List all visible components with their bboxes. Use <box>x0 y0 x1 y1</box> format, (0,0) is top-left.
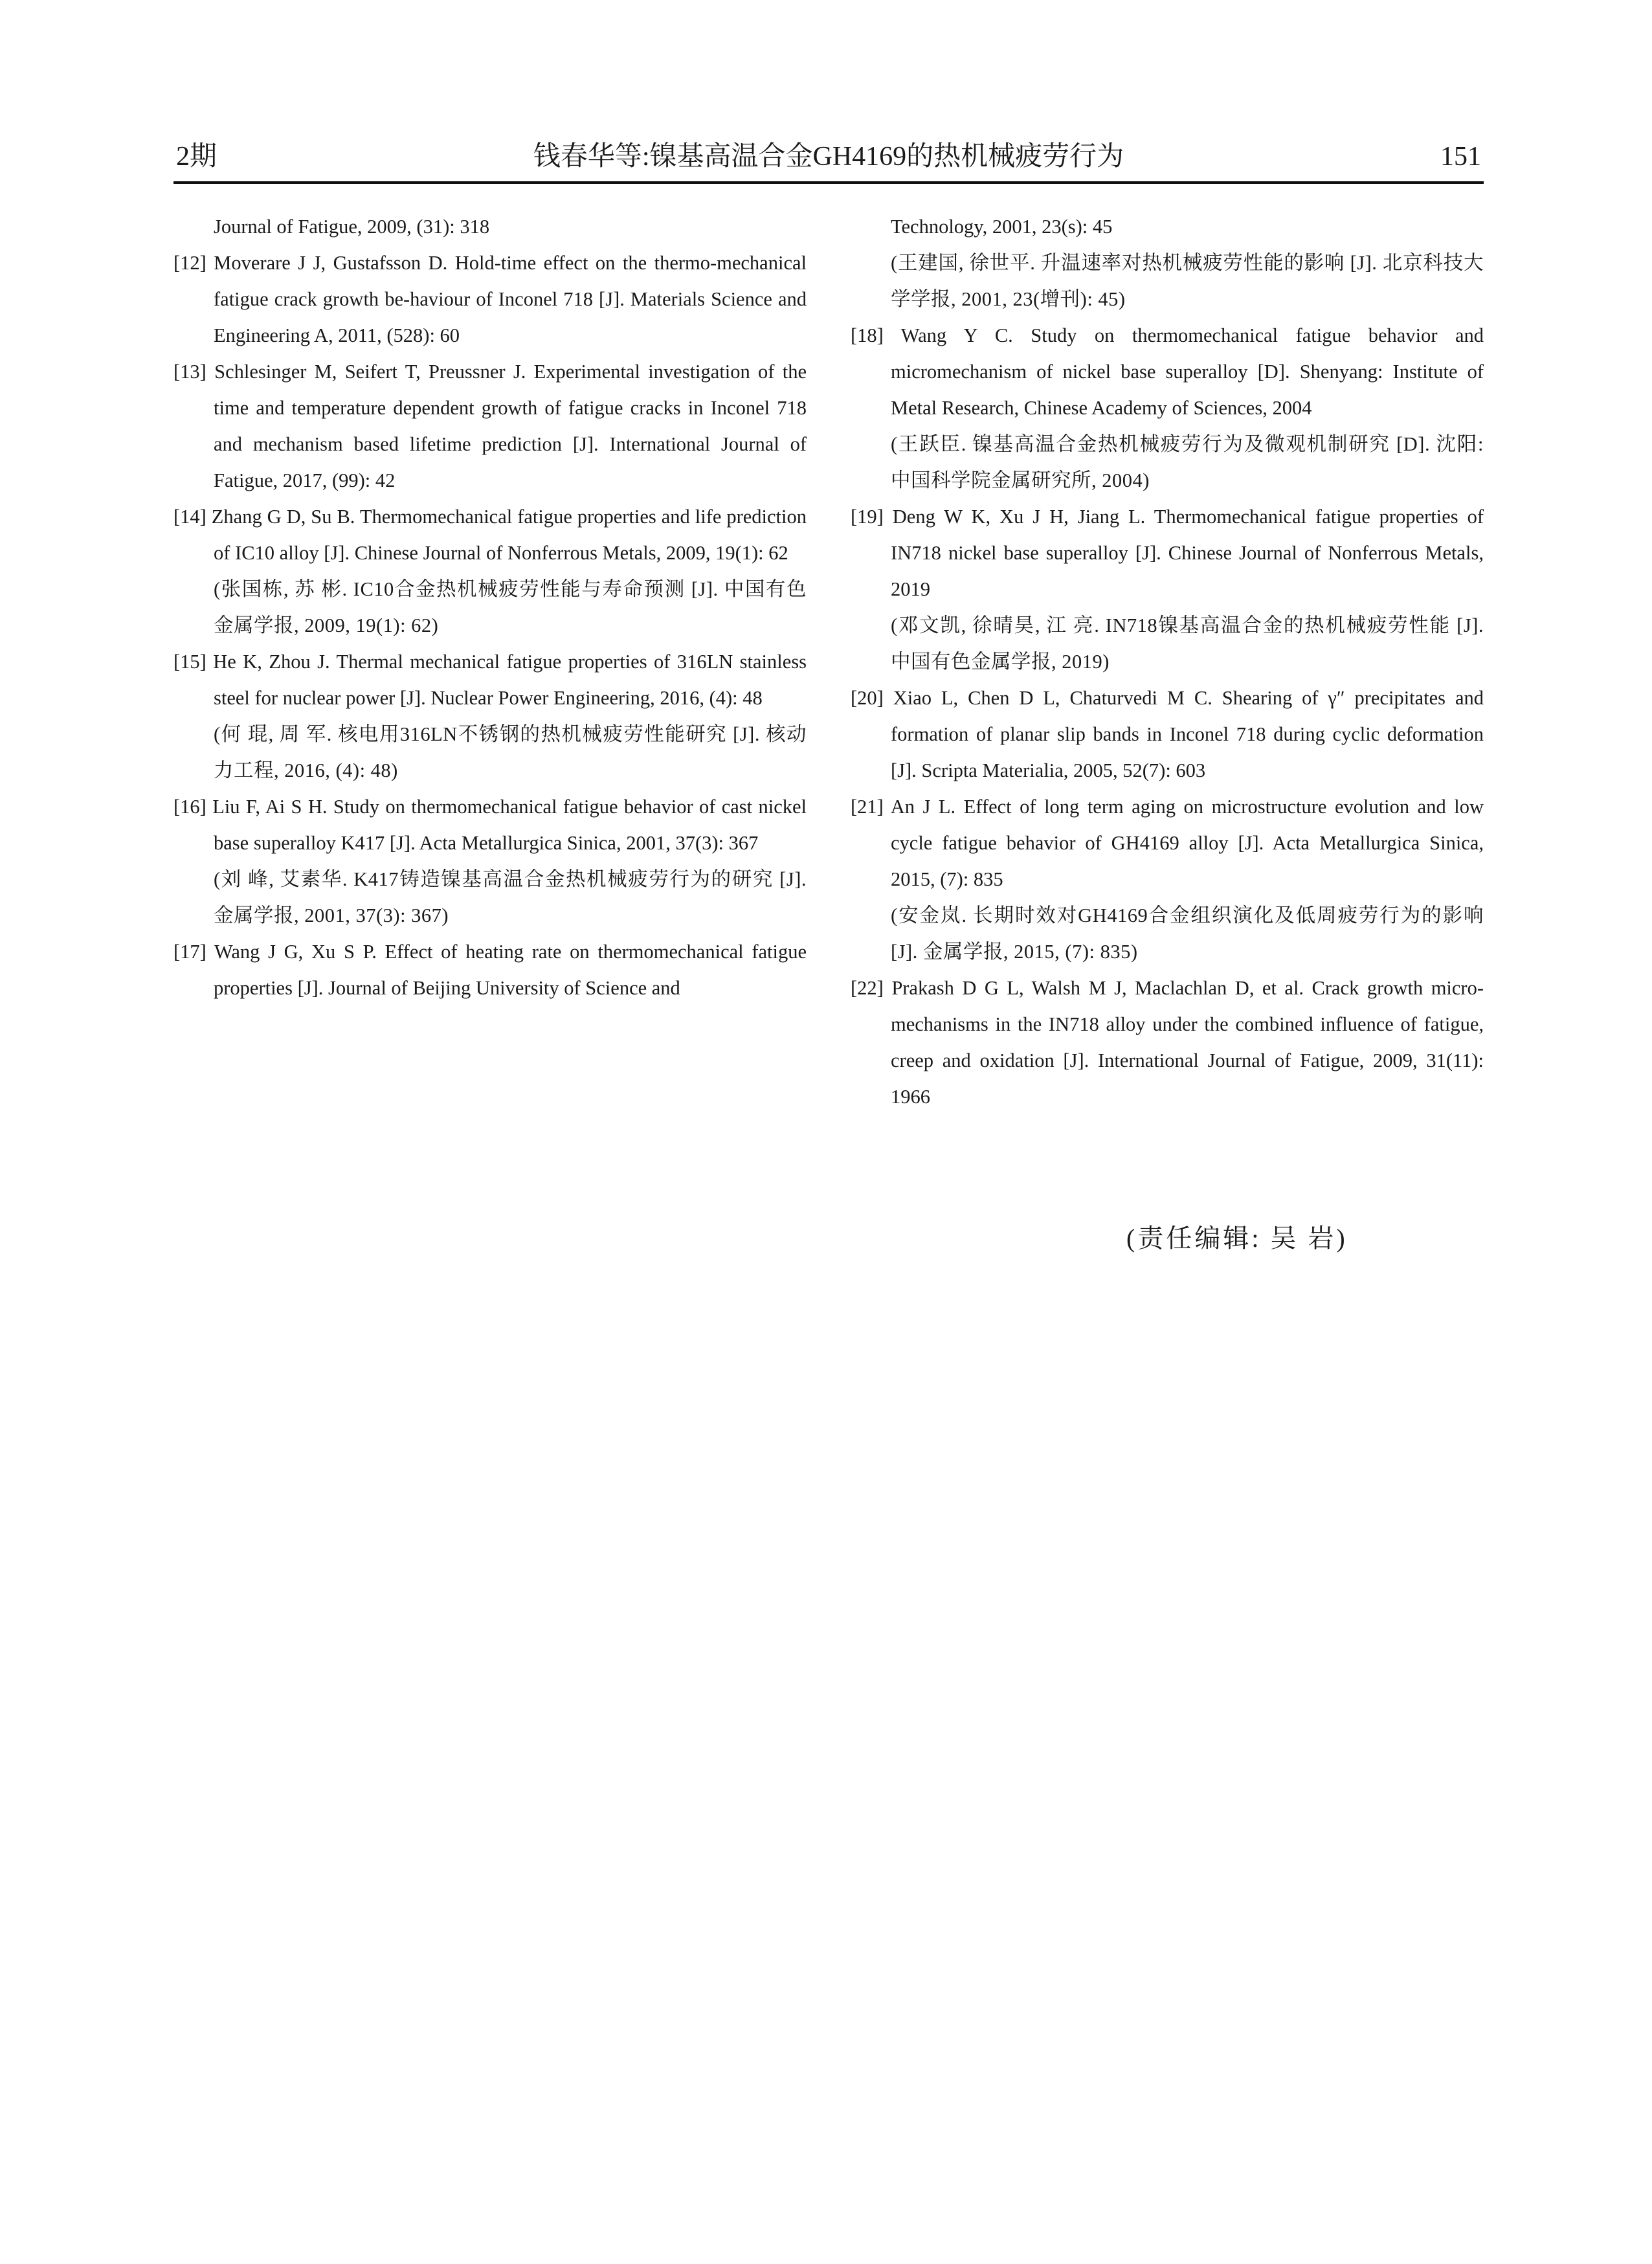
reference-number: [21] <box>851 796 884 818</box>
references-right-column <box>851 208 1484 1115</box>
reference-text: Xiao L, Chen D L, Chaturvedi M C. Shearing of γ″ precipitates and formation of planar slip bands in Inconel 718 during cyclic deformation [J]. Scripta Materialia, 2005, 52(7): 603 <box>891 687 1484 781</box>
reference-text: He K, Zhou J. Thermal mechanical fatigue properties of 316LN stainless steel for nuclear power [J]. Nuclear Power Engineering, 2016, (4): 48 <box>213 651 807 709</box>
reference-text: Zhang G D, Su B. Thermomechanical fatigue properties and life prediction of IC10 alloy [J]. Chinese Journal of Nonferrous Metals, 2009, 19(1): 62 <box>211 506 807 564</box>
references-left-column <box>173 208 807 1006</box>
reference-16 <box>173 789 807 861</box>
reference-continuation: Journal of Fatigue, 2009, (31): 318 <box>214 216 490 238</box>
reference-14 <box>173 499 807 571</box>
issue-number: 2期 <box>176 142 218 172</box>
reference-text: Schlesinger M, Seifert T, Preussner J. Experimental investigation of the time and temperature dependent growth of fatigue cracks in Inconel 718 and mechanism based lifetime prediction [J]. International Journal of Fatigue, 2017, (99): 42 <box>214 361 807 491</box>
reference-number: [22] <box>851 977 884 999</box>
reference-15 <box>173 644 807 716</box>
reference-number: [18] <box>851 324 884 346</box>
reference-number: [13] <box>173 361 206 383</box>
reference-19 <box>851 499 1484 607</box>
running-header <box>173 129 1484 184</box>
reference-15-chinese: (何 琨, 周 军. 核电用316LN不锈钢的热机械疲劳性能研究 [J]. 核动力工程, 2016, (4): 48) <box>214 723 807 781</box>
reference-21-chinese: (安金岚. 长期时效对GH4169合金组织演化及低周疲劳行为的影响 [J]. 金属学报, 2015, (7): 835) <box>891 904 1484 963</box>
reference-20 <box>851 680 1484 789</box>
reference-number: [14] <box>173 506 206 528</box>
reference-18-chinese: (王跃臣. 镍基高温合金热机械疲劳行为及微观机制研究 [D]. 沈阳: 中国科学院金属研究所, 2004) <box>891 433 1484 491</box>
reference-16-chinese: (刘 峰, 艾素华. K417铸造镍基高温合金热机械疲劳行为的研究 [J]. 金属学报, 2001, 37(3): 367) <box>214 868 807 926</box>
reference-text: Wang Y C. Study on thermomechanical fatigue behavior and micromechanism of nickel base superalloy [D]. Shenyang: Institute of Metal Research, Chinese Academy of Sciences, 2004 <box>891 324 1484 419</box>
reference-21 <box>851 789 1484 897</box>
reference-12 <box>173 245 807 353</box>
reference-19-chinese: (邓文凯, 徐晴昊, 江 亮. IN718镍基高温合金的热机械疲劳性能 [J]. 中国有色金属学报, 2019) <box>891 614 1484 673</box>
reference-continuation: Technology, 2001, 23(s): 45 <box>891 216 1113 238</box>
reference-18 <box>851 317 1484 426</box>
reference-text: Moverare J J, Gustafsson D. Hold-time effect on the thermo-mechanical fatigue crack growth be-haviour of Inconel 718 [J]. Materials Science and Engineering A, 2011, (528): 60 <box>214 252 807 346</box>
page-number: 151 <box>1440 142 1481 172</box>
reference-number: [20] <box>851 687 884 709</box>
reference-number: [17] <box>173 941 206 963</box>
reference-text: Prakash D G L, Walsh M J, Maclachlan D, et al. Crack growth micro-mechanisms in the IN718 alloy under the combined influence of fatigue, creep and oxidation [J]. International Journal of Fatigue, 2009, 31(11): 1966 <box>891 977 1484 1108</box>
reference-13 <box>173 353 807 499</box>
reference-14-chinese: (张国栋, 苏 彬. IC10合金热机械疲劳性能与寿命预测 [J]. 中国有色金属学报, 2009, 19(1): 62) <box>214 578 807 636</box>
reference-text: Liu F, Ai S H. Study on thermomechanical fatigue behavior of cast nickel base superalloy K417 [J]. Acta Metallurgica Sinica, 2001, 37(3): 367 <box>212 796 807 854</box>
reference-text: An J L. Effect of long term aging on microstructure evolution and low cycle fatigue behavior of GH4169 alloy [J]. Acta Metallurgica Sinica, 2015, (7): 835 <box>890 796 1484 890</box>
reference-number: [15] <box>173 651 206 673</box>
reference-number: [12] <box>173 252 206 274</box>
reference-number: [19] <box>851 506 884 528</box>
reference-17-chinese: (王建国, 徐世平. 升温速率对热机械疲劳性能的影响 [J]. 北京科技大学学报, 2001, 23(增刊): 45) <box>891 252 1484 310</box>
reference-text: Wang J G, Xu S P. Effect of heating rate on thermomechanical fatigue properties [J]. Journal of Beijing University of Science and <box>214 941 807 999</box>
reference-22 <box>851 970 1484 1115</box>
reference-number: [16] <box>173 796 206 818</box>
responsible-editor: (责任编辑: 吴 岩) <box>1126 1224 1348 1253</box>
running-title: 钱春华等:镍基高温合金GH4169的热机械疲劳行为 <box>533 142 1124 172</box>
reference-text: Deng W K, Xu J H, Jiang L. Thermomechanical fatigue properties of IN718 nickel base superalloy [J]. Chinese Journal of Nonferrous Metals, 2019 <box>891 506 1484 600</box>
reference-17 <box>173 934 807 1006</box>
